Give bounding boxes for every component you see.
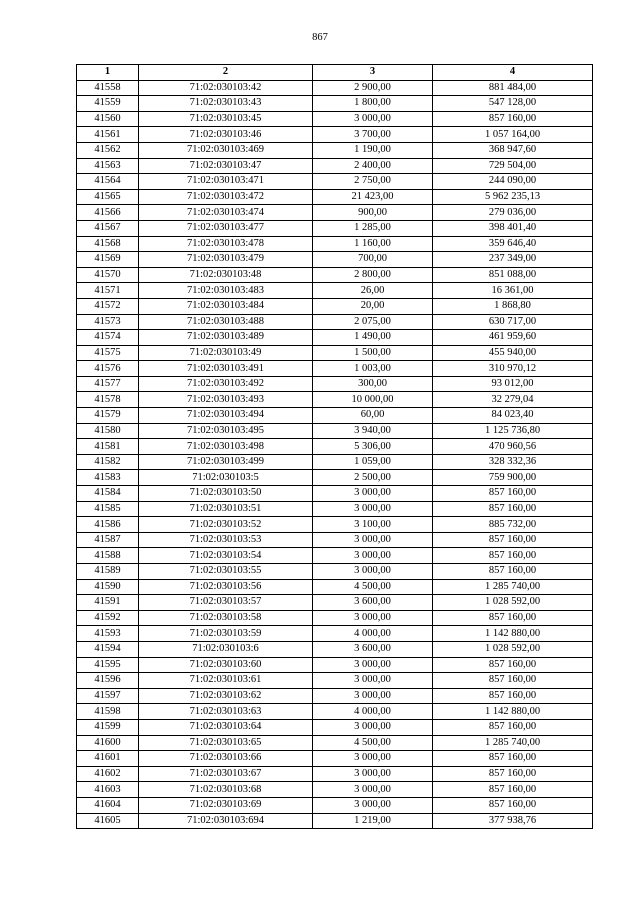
cadastral-number-cell: 71:02:030103:489 <box>139 330 313 346</box>
table-header <box>77 65 593 81</box>
value-cell: 857 160,00 <box>433 111 593 127</box>
table-row <box>77 579 593 595</box>
value-cell: 729 504,00 <box>433 158 593 174</box>
area-cell: 4 500,00 <box>313 579 433 595</box>
area-cell: 3 940,00 <box>313 423 433 439</box>
cadastral-number-cell: 71:02:030103:60 <box>139 657 313 673</box>
value-cell: 1 125 736,80 <box>433 423 593 439</box>
cadastral-number-cell: 71:02:030103:61 <box>139 673 313 689</box>
header-cell-2: 2 <box>139 65 313 81</box>
row-number-cell: 41573 <box>77 314 139 330</box>
value-cell: 759 900,00 <box>433 470 593 486</box>
row-number-cell: 41559 <box>77 96 139 112</box>
area-cell: 1 003,00 <box>313 361 433 377</box>
cadastral-number-cell: 71:02:030103:63 <box>139 704 313 720</box>
value-cell: 881 484,00 <box>433 80 593 96</box>
row-number-cell: 41579 <box>77 408 139 424</box>
area-cell: 60,00 <box>313 408 433 424</box>
cadastral-number-cell: 71:02:030103:52 <box>139 517 313 533</box>
cadastral-number-cell: 71:02:030103:67 <box>139 766 313 782</box>
table-row <box>77 205 593 221</box>
cadastral-number-cell: 71:02:030103:488 <box>139 314 313 330</box>
value-cell: 857 160,00 <box>433 657 593 673</box>
area-cell: 3 000,00 <box>313 719 433 735</box>
row-number-cell: 41587 <box>77 532 139 548</box>
table-row <box>77 517 593 533</box>
cadastral-number-cell: 71:02:030103:46 <box>139 127 313 143</box>
value-cell: 547 128,00 <box>433 96 593 112</box>
area-cell: 2 900,00 <box>313 80 433 96</box>
cadastral-number-cell: 71:02:030103:474 <box>139 205 313 221</box>
cadastral-number-cell: 71:02:030103:65 <box>139 735 313 751</box>
value-cell: 377 938,76 <box>433 813 593 829</box>
table-row <box>77 688 593 704</box>
area-cell: 3 000,00 <box>313 782 433 798</box>
cadastral-number-cell: 71:02:030103:68 <box>139 782 313 798</box>
cadastral-number-cell: 71:02:030103:42 <box>139 80 313 96</box>
area-cell: 3 000,00 <box>313 486 433 502</box>
cadastral-number-cell: 71:02:030103:483 <box>139 283 313 299</box>
area-cell: 700,00 <box>313 252 433 268</box>
value-cell: 857 160,00 <box>433 688 593 704</box>
row-number-cell: 41565 <box>77 189 139 205</box>
value-cell: 5 962 235,13 <box>433 189 593 205</box>
area-cell: 1 219,00 <box>313 813 433 829</box>
area-cell: 3 000,00 <box>313 751 433 767</box>
value-cell: 310 970,12 <box>433 361 593 377</box>
value-cell: 398 401,40 <box>433 220 593 236</box>
table-row <box>77 501 593 517</box>
cadastral-number-cell: 71:02:030103:59 <box>139 626 313 642</box>
row-number-cell: 41582 <box>77 454 139 470</box>
value-cell: 1 142 880,00 <box>433 626 593 642</box>
table-row <box>77 283 593 299</box>
area-cell: 2 075,00 <box>313 314 433 330</box>
area-cell: 2 400,00 <box>313 158 433 174</box>
table-row <box>77 392 593 408</box>
row-number-cell: 41584 <box>77 486 139 502</box>
cadastral-number-cell: 71:02:030103:51 <box>139 501 313 517</box>
row-number-cell: 41585 <box>77 501 139 517</box>
row-number-cell: 41581 <box>77 439 139 455</box>
row-number-cell: 41586 <box>77 517 139 533</box>
table-row <box>77 595 593 611</box>
row-number-cell: 41570 <box>77 267 139 283</box>
row-number-cell: 41592 <box>77 610 139 626</box>
table-row <box>77 96 593 112</box>
table-row <box>77 439 593 455</box>
cadastral-number-cell: 71:02:030103:478 <box>139 236 313 252</box>
cadastral-number-cell: 71:02:030103:56 <box>139 579 313 595</box>
row-number-cell: 41571 <box>77 283 139 299</box>
header-row <box>77 65 593 81</box>
table-row <box>77 80 593 96</box>
table-row <box>77 236 593 252</box>
value-cell: 857 160,00 <box>433 501 593 517</box>
cadastral-number-cell: 71:02:030103:50 <box>139 486 313 502</box>
table-row <box>77 766 593 782</box>
row-number-cell: 41577 <box>77 376 139 392</box>
area-cell: 900,00 <box>313 205 433 221</box>
cadastral-number-cell: 71:02:030103:69 <box>139 797 313 813</box>
area-cell: 4 500,00 <box>313 735 433 751</box>
area-cell: 1 160,00 <box>313 236 433 252</box>
cadastral-number-cell: 71:02:030103:53 <box>139 532 313 548</box>
table-row <box>77 751 593 767</box>
table-row <box>77 673 593 689</box>
table-row <box>77 423 593 439</box>
value-cell: 857 160,00 <box>433 782 593 798</box>
cadastral-number-cell: 71:02:030103:477 <box>139 220 313 236</box>
value-cell: 857 160,00 <box>433 564 593 580</box>
table-row <box>77 330 593 346</box>
row-number-cell: 41563 <box>77 158 139 174</box>
row-number-cell: 41568 <box>77 236 139 252</box>
value-cell: 1 142 880,00 <box>433 704 593 720</box>
area-cell: 3 100,00 <box>313 517 433 533</box>
area-cell: 26,00 <box>313 283 433 299</box>
row-number-cell: 41595 <box>77 657 139 673</box>
cadastral-number-cell: 71:02:030103:66 <box>139 751 313 767</box>
area-cell: 3 000,00 <box>313 111 433 127</box>
header-cell-3: 3 <box>313 65 433 81</box>
row-number-cell: 41576 <box>77 361 139 377</box>
table-row <box>77 158 593 174</box>
table-row <box>77 719 593 735</box>
table-row <box>77 314 593 330</box>
value-cell: 857 160,00 <box>433 486 593 502</box>
table-row <box>77 782 593 798</box>
cadastral-number-cell: 71:02:030103:493 <box>139 392 313 408</box>
value-cell: 857 160,00 <box>433 532 593 548</box>
table-row <box>77 252 593 268</box>
row-number-cell: 41596 <box>77 673 139 689</box>
area-cell: 3 000,00 <box>313 532 433 548</box>
row-number-cell: 41598 <box>77 704 139 720</box>
area-cell: 1 059,00 <box>313 454 433 470</box>
table-row <box>77 532 593 548</box>
cadastral-number-cell: 71:02:030103:55 <box>139 564 313 580</box>
area-cell: 1 285,00 <box>313 220 433 236</box>
cadastral-number-cell: 71:02:030103:479 <box>139 252 313 268</box>
row-number-cell: 41597 <box>77 688 139 704</box>
row-number-cell: 41575 <box>77 345 139 361</box>
area-cell: 2 750,00 <box>313 174 433 190</box>
cadastral-number-cell: 71:02:030103:491 <box>139 361 313 377</box>
area-cell: 3 000,00 <box>313 548 433 564</box>
table-row <box>77 626 593 642</box>
value-cell: 1 285 740,00 <box>433 579 593 595</box>
table-row <box>77 376 593 392</box>
value-cell: 630 717,00 <box>433 314 593 330</box>
table-row <box>77 610 593 626</box>
table-row <box>77 657 593 673</box>
table-row <box>77 735 593 751</box>
cadastral-number-cell: 71:02:030103:47 <box>139 158 313 174</box>
row-number-cell: 41605 <box>77 813 139 829</box>
area-cell: 3 000,00 <box>313 610 433 626</box>
cadastral-number-cell: 71:02:030103:494 <box>139 408 313 424</box>
area-cell: 3 600,00 <box>313 641 433 657</box>
cadastral-number-cell: 71:02:030103:62 <box>139 688 313 704</box>
row-number-cell: 41578 <box>77 392 139 408</box>
value-cell: 32 279,04 <box>433 392 593 408</box>
cadastral-number-cell: 71:02:030103:499 <box>139 454 313 470</box>
value-cell: 368 947,60 <box>433 142 593 158</box>
cadastral-number-cell: 71:02:030103:5 <box>139 470 313 486</box>
area-cell: 3 000,00 <box>313 797 433 813</box>
cadastral-number-cell: 71:02:030103:57 <box>139 595 313 611</box>
row-number-cell: 41601 <box>77 751 139 767</box>
table-row <box>77 174 593 190</box>
area-cell: 3 000,00 <box>313 688 433 704</box>
row-number-cell: 41604 <box>77 797 139 813</box>
value-cell: 359 646,40 <box>433 236 593 252</box>
area-cell: 21 423,00 <box>313 189 433 205</box>
table-row <box>77 548 593 564</box>
value-cell: 851 088,00 <box>433 267 593 283</box>
table-row <box>77 470 593 486</box>
cadastral-number-cell: 71:02:030103:54 <box>139 548 313 564</box>
row-number-cell: 41583 <box>77 470 139 486</box>
value-cell: 470 960,56 <box>433 439 593 455</box>
area-cell: 1 190,00 <box>313 142 433 158</box>
table-row <box>77 454 593 470</box>
row-number-cell: 41569 <box>77 252 139 268</box>
area-cell: 300,00 <box>313 376 433 392</box>
table-row <box>77 111 593 127</box>
row-number-cell: 41599 <box>77 719 139 735</box>
cadastral-number-cell: 71:02:030103:48 <box>139 267 313 283</box>
cadastral-number-cell: 71:02:030103:45 <box>139 111 313 127</box>
area-cell: 5 306,00 <box>313 439 433 455</box>
value-cell: 857 160,00 <box>433 751 593 767</box>
cadastral-number-cell: 71:02:030103:6 <box>139 641 313 657</box>
area-cell: 3 000,00 <box>313 657 433 673</box>
cadastral-number-cell: 71:02:030103:469 <box>139 142 313 158</box>
value-cell: 857 160,00 <box>433 719 593 735</box>
table-body <box>77 80 593 829</box>
page-number: 867 <box>312 32 328 43</box>
area-cell: 1 490,00 <box>313 330 433 346</box>
area-cell: 3 700,00 <box>313 127 433 143</box>
value-cell: 1 285 740,00 <box>433 735 593 751</box>
cadastral-number-cell: 71:02:030103:471 <box>139 174 313 190</box>
table-row <box>77 408 593 424</box>
row-number-cell: 41594 <box>77 641 139 657</box>
value-cell: 455 940,00 <box>433 345 593 361</box>
value-cell: 279 036,00 <box>433 205 593 221</box>
table-row <box>77 142 593 158</box>
area-cell: 3 000,00 <box>313 766 433 782</box>
row-number-cell: 41558 <box>77 80 139 96</box>
value-cell: 244 090,00 <box>433 174 593 190</box>
row-number-cell: 41603 <box>77 782 139 798</box>
table-row <box>77 704 593 720</box>
value-cell: 16 361,00 <box>433 283 593 299</box>
header-cell-4: 4 <box>433 65 593 81</box>
value-cell: 857 160,00 <box>433 548 593 564</box>
value-cell: 1 868,80 <box>433 298 593 314</box>
table-row <box>77 797 593 813</box>
area-cell: 20,00 <box>313 298 433 314</box>
table-row <box>77 486 593 502</box>
row-number-cell: 41562 <box>77 142 139 158</box>
area-cell: 2 500,00 <box>313 470 433 486</box>
table-row <box>77 564 593 580</box>
value-cell: 237 349,00 <box>433 252 593 268</box>
cadastral-number-cell: 71:02:030103:43 <box>139 96 313 112</box>
value-cell: 857 160,00 <box>433 673 593 689</box>
row-number-cell: 41600 <box>77 735 139 751</box>
table-row <box>77 127 593 143</box>
area-cell: 4 000,00 <box>313 626 433 642</box>
table-row <box>77 813 593 829</box>
row-number-cell: 41588 <box>77 548 139 564</box>
table-row <box>77 189 593 205</box>
table-row <box>77 220 593 236</box>
row-number-cell: 41590 <box>77 579 139 595</box>
area-cell: 4 000,00 <box>313 704 433 720</box>
row-number-cell: 41560 <box>77 111 139 127</box>
table-row <box>77 641 593 657</box>
area-cell: 10 000,00 <box>313 392 433 408</box>
value-cell: 857 160,00 <box>433 766 593 782</box>
row-number-cell: 41564 <box>77 174 139 190</box>
cadastral-number-cell: 71:02:030103:492 <box>139 376 313 392</box>
cadastral-number-cell: 71:02:030103:498 <box>139 439 313 455</box>
row-number-cell: 41580 <box>77 423 139 439</box>
data-table <box>76 64 593 829</box>
table-row <box>77 361 593 377</box>
row-number-cell: 41567 <box>77 220 139 236</box>
row-number-cell: 41591 <box>77 595 139 611</box>
cadastral-number-cell: 71:02:030103:64 <box>139 719 313 735</box>
cadastral-number-cell: 71:02:030103:484 <box>139 298 313 314</box>
value-cell: 857 160,00 <box>433 797 593 813</box>
row-number-cell: 41572 <box>77 298 139 314</box>
area-cell: 1 800,00 <box>313 96 433 112</box>
area-cell: 3 000,00 <box>313 501 433 517</box>
value-cell: 328 332,36 <box>433 454 593 470</box>
area-cell: 3 000,00 <box>313 673 433 689</box>
cadastral-number-cell: 71:02:030103:694 <box>139 813 313 829</box>
cadastral-number-cell: 71:02:030103:472 <box>139 189 313 205</box>
row-number-cell: 41602 <box>77 766 139 782</box>
cadastral-number-cell: 71:02:030103:58 <box>139 610 313 626</box>
row-number-cell: 41593 <box>77 626 139 642</box>
value-cell: 1 028 592,00 <box>433 641 593 657</box>
value-cell: 461 959,60 <box>433 330 593 346</box>
value-cell: 84 023,40 <box>433 408 593 424</box>
row-number-cell: 41574 <box>77 330 139 346</box>
area-cell: 2 800,00 <box>313 267 433 283</box>
header-cell-1: 1 <box>77 65 139 81</box>
value-cell: 885 732,00 <box>433 517 593 533</box>
table-row <box>77 298 593 314</box>
value-cell: 1 057 164,00 <box>433 127 593 143</box>
row-number-cell: 41589 <box>77 564 139 580</box>
area-cell: 3 000,00 <box>313 564 433 580</box>
value-cell: 93 012,00 <box>433 376 593 392</box>
value-cell: 1 028 592,00 <box>433 595 593 611</box>
value-cell: 857 160,00 <box>433 610 593 626</box>
row-number-cell: 41566 <box>77 205 139 221</box>
area-cell: 1 500,00 <box>313 345 433 361</box>
cadastral-number-cell: 71:02:030103:49 <box>139 345 313 361</box>
table-row <box>77 345 593 361</box>
cadastral-number-cell: 71:02:030103:495 <box>139 423 313 439</box>
table-row <box>77 267 593 283</box>
row-number-cell: 41561 <box>77 127 139 143</box>
area-cell: 3 600,00 <box>313 595 433 611</box>
